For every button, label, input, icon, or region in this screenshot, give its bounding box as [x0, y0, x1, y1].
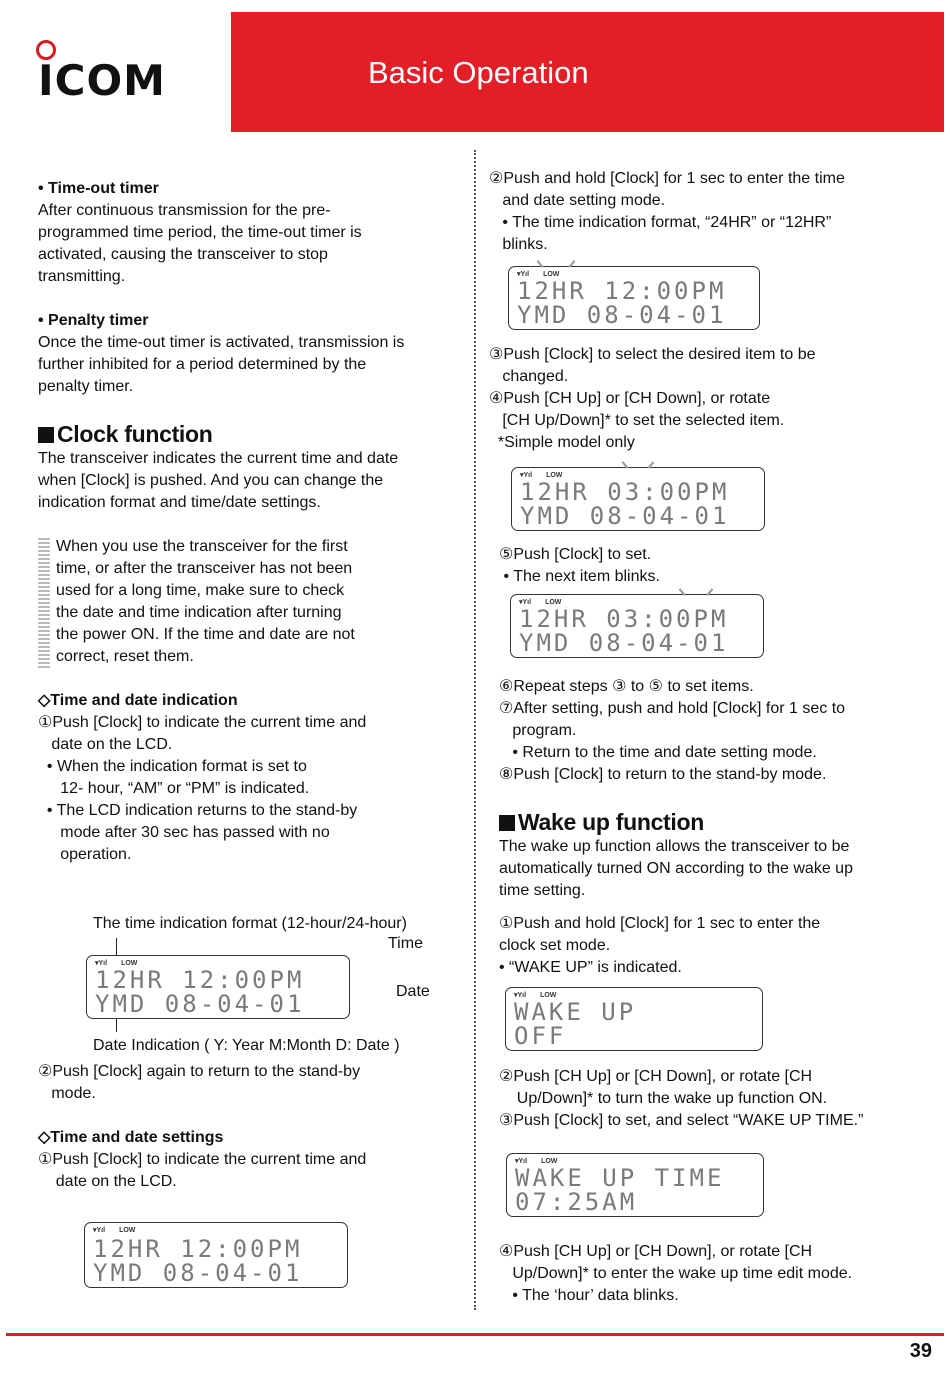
wake-step-4: ④Push [CH Up] or [CH Down], or rotate [CH Up/Down]* to enter the wake up time edit mode. • The ‘hour’ data blinks. — [499, 1243, 853, 1304]
lcd-status-icons: ▾Yıl LOW — [517, 271, 560, 278]
icom-logo — [34, 40, 164, 110]
note-text: When you use the transceiver for the first time, or after the transceiver has not been used for a long time, make sure to check the date and time indication after turning the power ON. If the time and date are not correct, reset them. — [56, 538, 355, 665]
timeout-heading: • Time-out timer — [38, 180, 159, 197]
lcd-line-1: 12HR 12:00PM — [93, 1235, 303, 1263]
clock-function-text: The transceiver indicates the current time and date when [Clock] is pushed. And you can change the indication format and time/date settings. — [38, 450, 399, 511]
lcd-line-2: YMD 08-04-01 — [520, 502, 730, 530]
page-title: Basic Operation — [368, 55, 589, 90]
lcd-status-icons: ▾Yıl LOW — [95, 960, 138, 967]
tdi-step-2: ②Push [Clock] again to return to the stand-by mode. — [38, 1063, 361, 1102]
lcd-line-1: WAKE UP — [514, 998, 637, 1026]
note-box — [38, 536, 458, 668]
format-label: The time indication format (12-hour/24-hour) — [93, 915, 407, 932]
lcd-status-icons: ▾Yıl LOW — [519, 599, 562, 606]
footer-line — [6, 1333, 944, 1336]
lcd-line-2: 07:25AM — [515, 1188, 638, 1216]
note-bar-icon — [38, 536, 50, 668]
right-step-5: ⑤Push [Clock] to set. • The next item blinks. — [499, 546, 660, 585]
logo-text: ICOM — [38, 56, 166, 105]
header-band — [231, 12, 944, 132]
clock-function-heading: Clock function — [38, 420, 458, 448]
lcd-wake-time — [506, 1153, 764, 1217]
square-bullet-icon — [38, 427, 54, 443]
lcd-line-2: YMD 08-04-01 — [93, 1259, 303, 1287]
wake-steps-2-3: ②Push [CH Up] or [CH Down], or rotate [CH Up/Down]* to turn the wake up function ON. ③Push [Clock] to set, and select “WAKE UP TIME.” — [499, 1068, 864, 1129]
lcd-minute-blink — [510, 594, 764, 658]
right-steps-6-8: ⑥Repeat steps ③ to ⑤ to set items. ⑦After setting, push and hold [Clock] for 1 sec to program. • Return to the time and date setting mode. ⑧Push [Clock] to return to the stand-by mode. — [499, 678, 846, 783]
lcd-line-2: YMD 08-04-01 — [95, 990, 305, 1018]
lcd-line-1: 12HR 12:00PM — [517, 277, 727, 305]
lcd-figure — [86, 955, 350, 1019]
lcd-line-1: WAKE UP TIME — [515, 1164, 725, 1192]
blink-mark-icon — [537, 260, 544, 267]
time-date-indication-heading: ◇Time and date indication — [38, 692, 238, 709]
lcd-wake-off — [505, 987, 763, 1051]
square-bullet-icon — [499, 815, 515, 831]
column-divider — [474, 150, 476, 1310]
wake-up-text: The wake up function allows the transceiver to be automatically turned ON according to the wake up time setting. — [499, 838, 853, 899]
blink-mark-icon — [679, 588, 686, 595]
right-steps-3-4: ③Push [Clock] to select the desired item to be changed. ④Push [CH Up] or [CH Down], or rotate [CH Up/Down]* to set the selected item. *Simple model only — [489, 346, 816, 451]
wake-up-heading: Wake up function — [499, 808, 939, 836]
lcd-line-1: 12HR 03:00PM — [519, 605, 729, 633]
time-date-indication-text: ①Push [Clock] to indicate the current time and date on the LCD. • When the indication format is set to 12- hour, “AM” or “PM” is indicated. • The LCD indication returns to the stand-by mode after 30 sec has passed with no operation. — [38, 714, 367, 863]
lcd-format-blink — [508, 266, 760, 330]
timeout-text: After continuous transmission for the pre- programmed time period, the time-out timer is activated, causing the transceiver to stop transmitting. — [38, 202, 362, 285]
lcd-status-icons: ▾Yıl LOW — [514, 992, 557, 999]
lcd-status-icons: ▾Yıl LOW — [93, 1227, 136, 1234]
lcd-line-2: YMD 08-04-01 — [517, 301, 727, 329]
wake-section — [499, 808, 939, 979]
blink-mark-icon — [622, 461, 629, 468]
date-indication-label: Date Indication ( Y: Year M:Month D: Date ) — [93, 1037, 400, 1054]
left-column-lower — [38, 1061, 458, 1193]
page-number: 39 — [909, 1340, 932, 1362]
right-step-2: ②Push and hold [Clock] for 1 sec to enter the time and date setting mode. • The time indication format, “24HR” or “12HR” blinks. — [489, 170, 845, 253]
blink-mark-icon — [569, 260, 576, 267]
blink-mark-icon — [707, 588, 714, 595]
lcd-hour-blink — [511, 467, 765, 531]
lcd-status-icons: ▾Yıl LOW — [515, 1158, 558, 1165]
penalty-heading: • Penalty timer — [38, 312, 149, 329]
lcd-status-icons: ▾Yıl LOW — [520, 472, 563, 479]
date-label: Date — [396, 983, 430, 1000]
penalty-text: Once the time-out timer is activated, transmission is further inhibited for a period determined by the penalty timer. — [38, 334, 405, 395]
time-date-settings-heading: ◇Time and date settings — [38, 1129, 224, 1146]
lcd-settings — [84, 1222, 348, 1288]
lcd-line-1: 12HR 12:00PM — [95, 966, 305, 994]
blink-mark-icon — [648, 461, 655, 468]
lcd-line-2: OFF — [514, 1022, 567, 1050]
left-column — [38, 178, 458, 866]
time-date-settings-text: ①Push [Clock] to indicate the current time and date on the LCD. — [38, 1151, 367, 1190]
lcd-line-2: YMD 08-04-01 — [519, 629, 729, 657]
wake-step-1: ①Push and hold [Clock] for 1 sec to enter the clock set mode. • “WAKE UP” is indicated. — [499, 915, 821, 976]
lcd-line-1: 12HR 03:00PM — [520, 478, 730, 506]
time-label: Time — [388, 935, 423, 952]
